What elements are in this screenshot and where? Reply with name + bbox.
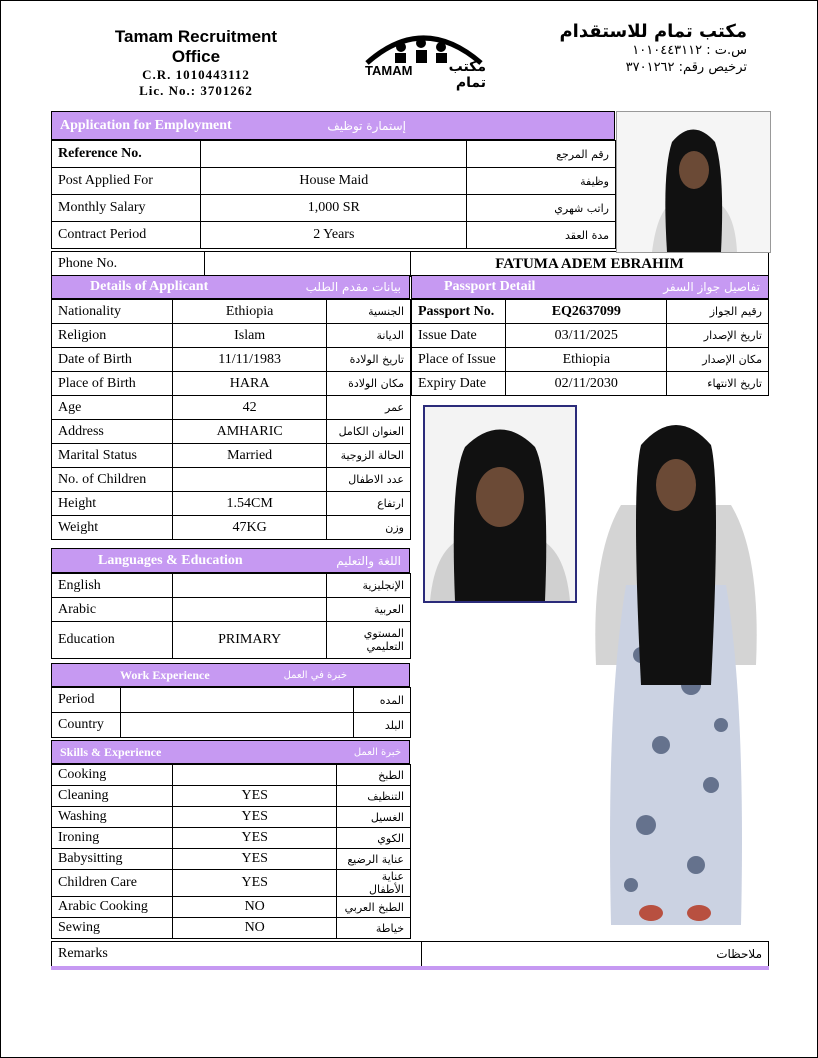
skills-title: Skills & Experience: [60, 744, 162, 759]
phone-label: Phone No.: [52, 252, 205, 277]
skills-label: Arabic Cooking: [52, 897, 173, 918]
company-name: Tamam Recruitment Office: [114, 27, 278, 66]
applicant-value: Ethiopia: [173, 300, 327, 324]
application-value: 2 Years: [201, 222, 467, 249]
application-value: [201, 141, 467, 168]
phone-value: [205, 252, 411, 277]
application-row: [52, 168, 616, 195]
applicant-label: Place of Birth: [52, 372, 173, 396]
applicant-label: Age: [52, 396, 173, 420]
languages-row: [52, 622, 411, 659]
languages-label: Arabic: [52, 598, 173, 622]
languages-value: [173, 598, 327, 622]
languages-row: [52, 574, 411, 598]
languages-label: English: [52, 574, 173, 598]
applicant-title-ar: بيانات مقدم الطلب: [305, 280, 401, 294]
skills-label: Washing: [52, 807, 173, 828]
license-number-ar: ترخيص رقم: ٣٧٠١٢٦٢: [625, 60, 747, 75]
application-value: 1,000 SR: [201, 195, 467, 222]
applicant-photo-full: [581, 405, 769, 941]
applicant-value: Islam: [173, 324, 327, 348]
applicant-value: Married: [173, 444, 327, 468]
skills-title-ar: خبرة العمل: [353, 746, 401, 758]
applicant-row: [52, 492, 411, 516]
skills-row: [52, 849, 411, 870]
applicant-value: 42: [173, 396, 327, 420]
applicant-ar: العنوان الكامل: [327, 420, 411, 444]
skills-label: Ironing: [52, 828, 173, 849]
languages-band: [51, 548, 410, 573]
applicant-value: 11/11/1983: [173, 348, 327, 372]
applicant-row: [52, 324, 411, 348]
application-ar: رقم المرجع: [467, 141, 616, 168]
languages-value: [173, 574, 327, 598]
applicant-name: FATUMA ADEM EBRAHIM: [411, 252, 769, 277]
skills-label: Children Care: [52, 870, 173, 897]
applicant-label: No. of Children: [52, 468, 173, 492]
applicant-value: HARA: [173, 372, 327, 396]
languages-ar: المستوي التعليمي: [327, 622, 411, 659]
passport-band: [411, 275, 769, 299]
work-ar: البلد: [353, 713, 411, 738]
application-row: [52, 222, 616, 249]
applicant-ar: عمر: [327, 396, 411, 420]
application-band: [51, 111, 615, 140]
passport-row: [412, 348, 769, 372]
languages-ar: الإنجليزية: [327, 574, 411, 598]
skills-ar: الكوي: [337, 828, 411, 849]
application-ar: راتب شهري: [467, 195, 616, 222]
application-row: [52, 195, 616, 222]
work-value: [120, 688, 353, 713]
applicant-row: [52, 468, 411, 492]
applicant-value: 47KG: [173, 516, 327, 540]
languages-table: [51, 573, 411, 659]
languages-title: Languages & Education: [98, 552, 243, 568]
applicant-ar: تاريخ الولادة: [327, 348, 411, 372]
skills-label: Babysitting: [52, 849, 173, 870]
skills-row: [52, 918, 411, 939]
applicant-ar: عدد الاطفال: [327, 468, 411, 492]
application-label: Post Applied For: [52, 168, 201, 195]
cr-number: C.R. 1010443112: [142, 67, 250, 82]
skills-ar: الغسيل: [337, 807, 411, 828]
application-title: Application for Employment: [60, 117, 232, 133]
skills-ar: عناية الأطفال: [337, 870, 411, 897]
skills-label: Cooking: [52, 765, 173, 786]
applicant-ar: وزن: [327, 516, 411, 540]
skills-value: YES: [173, 870, 337, 897]
applicant-ar: الجنسية: [327, 300, 411, 324]
passport-label: Issue Date: [412, 324, 506, 348]
applicant-label: Religion: [52, 324, 173, 348]
skills-row: [52, 765, 411, 786]
skills-value: YES: [173, 807, 337, 828]
application-label: Monthly Salary: [52, 195, 201, 222]
skills-label: Sewing: [52, 918, 173, 939]
passport-row: [412, 300, 769, 324]
application-ar: وظيفة: [467, 168, 616, 195]
company-logo: [361, 23, 486, 91]
work-row: [52, 713, 411, 738]
skills-value: NO: [173, 918, 337, 939]
license-number: Lic. No.: 3701262: [139, 83, 253, 98]
applicant-ar: الحالة الزوجية: [327, 444, 411, 468]
applicant-row: [52, 396, 411, 420]
passport-ar: تاريخ الإصدار: [667, 324, 769, 348]
skills-row: [52, 870, 411, 897]
applicant-row: [52, 372, 411, 396]
applicant-label: Weight: [52, 516, 173, 540]
skills-ar: عناية الرضيع: [337, 849, 411, 870]
applicant-row: [52, 444, 411, 468]
phone-row: [51, 251, 769, 277]
work-band: [51, 663, 410, 687]
passport-value: EQ2637099: [506, 300, 667, 324]
applicant-photo-portrait: [423, 405, 577, 603]
applicant-table: [51, 299, 411, 540]
skills-ar: التنظيف: [337, 786, 411, 807]
applicant-ar: مكان الولادة: [327, 372, 411, 396]
applicant-ar: ارتفاع: [327, 492, 411, 516]
applicant-row: [52, 420, 411, 444]
applicant-value: [173, 468, 327, 492]
passport-ar: مكان الإصدار: [667, 348, 769, 372]
remarks-label: Remarks: [52, 942, 422, 969]
skills-row: [52, 807, 411, 828]
application-label: Reference No.: [52, 141, 201, 168]
passport-row: [412, 324, 769, 348]
languages-ar: العربية: [327, 598, 411, 622]
applicant-title: Details of Applicant: [90, 279, 209, 294]
applicant-label: Address: [52, 420, 173, 444]
passport-label: Expiry Date: [412, 372, 506, 396]
languages-value: PRIMARY: [173, 622, 327, 659]
skills-ar: خياطة: [337, 918, 411, 939]
skills-value: YES: [173, 828, 337, 849]
application-ar: مدة العقد: [467, 222, 616, 249]
passport-value: 03/11/2025: [506, 324, 667, 348]
application-value: House Maid: [201, 168, 467, 195]
company-header-ar: [527, 21, 747, 76]
passport-value: Ethiopia: [506, 348, 667, 372]
remarks-table: [51, 941, 769, 970]
work-row: [52, 688, 411, 713]
skills-value: NO: [173, 897, 337, 918]
passport-table: [411, 299, 769, 396]
skills-ar: الطبخ العربي: [337, 897, 411, 918]
skills-label: Cleaning: [52, 786, 173, 807]
passport-row: [412, 372, 769, 396]
applicant-label: Marital Status: [52, 444, 173, 468]
skills-value: YES: [173, 849, 337, 870]
skills-band: [51, 740, 410, 764]
applicant-photo-small: [616, 111, 771, 253]
work-title-ar: خبرة في العمل: [283, 669, 347, 681]
work-title: Work Experience: [120, 667, 210, 682]
work-label: Country: [52, 713, 121, 738]
applicant-row: [52, 300, 411, 324]
applicant-label: Height: [52, 492, 173, 516]
logo-arabic: مكتب تمام: [448, 59, 486, 91]
applicant-row: [52, 516, 411, 540]
skills-table: [51, 764, 411, 939]
company-header-en: [93, 27, 299, 99]
skills-value: YES: [173, 786, 337, 807]
work-label: Period: [52, 688, 121, 713]
skills-ar: الطبخ: [337, 765, 411, 786]
work-table: [51, 687, 411, 738]
work-ar: المده: [353, 688, 411, 713]
application-label: Contract Period: [52, 222, 201, 249]
skills-row: [52, 897, 411, 918]
skills-row: [52, 828, 411, 849]
passport-ar: رقيم الجواز: [667, 300, 769, 324]
logo-text: TAMAM: [365, 63, 413, 78]
skills-row: [52, 786, 411, 807]
applicant-label: Nationality: [52, 300, 173, 324]
passport-label: Passport No.: [412, 300, 506, 324]
passport-title: Passport Detail: [444, 279, 536, 294]
languages-label: Education: [52, 622, 173, 659]
applicant-band: [51, 275, 410, 299]
cr-number-ar: س.ت : ١٠١٠٤٤٣١١٢: [632, 43, 747, 58]
skills-value: [173, 765, 337, 786]
applicant-value: AMHARIC: [173, 420, 327, 444]
applicant-label: Date of Birth: [52, 348, 173, 372]
application-table: [51, 140, 616, 249]
company-name-ar: مكتب تمام للاستقدام: [559, 21, 747, 42]
passport-value: 02/11/2030: [506, 372, 667, 396]
passport-label: Place of Issue: [412, 348, 506, 372]
languages-row: [52, 598, 411, 622]
passport-title-ar: تفاصيل جواز السفر: [663, 280, 760, 294]
applicant-row: [52, 348, 411, 372]
languages-title-ar: اللغة والتعليم: [336, 553, 401, 568]
work-value: [120, 713, 353, 738]
remarks-label-ar: ملاحظات: [422, 942, 769, 969]
application-title-ar: إستمارة توظيف: [327, 118, 406, 133]
applicant-value: 1.54CM: [173, 492, 327, 516]
application-row: [52, 141, 616, 168]
passport-ar: تاريخ الانتهاء: [667, 372, 769, 396]
applicant-ar: الديانة: [327, 324, 411, 348]
